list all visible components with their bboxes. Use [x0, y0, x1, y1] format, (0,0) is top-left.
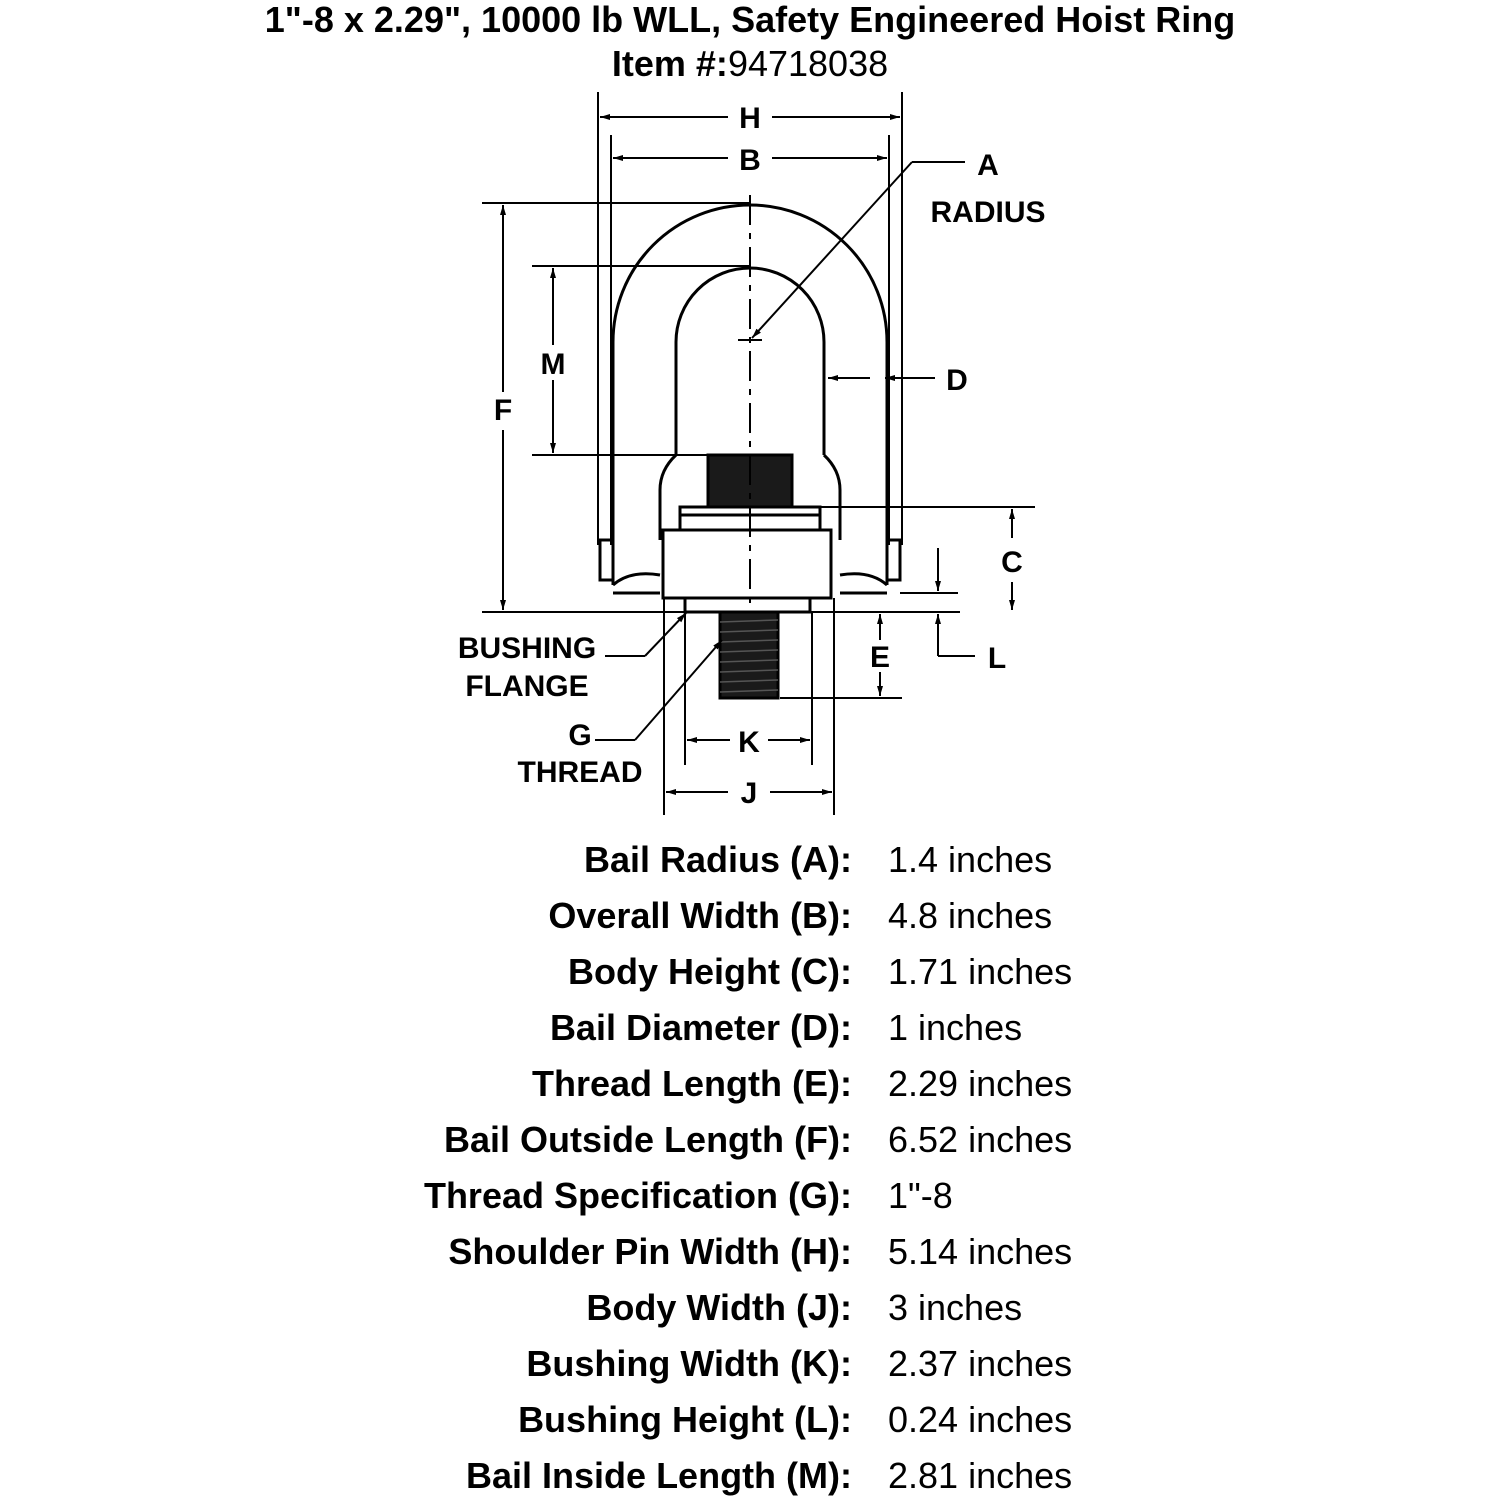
- label-e: E: [869, 641, 891, 674]
- label-thread: THREAD: [517, 756, 643, 789]
- spec-row-shoulder-pin-width: [0, 1224, 1500, 1280]
- spec-row-bushing-height: [0, 1392, 1500, 1448]
- item-label: Item #:: [611, 43, 728, 84]
- spec-value: 2.37 inches: [888, 1343, 1073, 1384]
- hoist-ring-drawing: [600, 205, 900, 698]
- spec-value: 1"-8: [888, 1175, 953, 1216]
- label-radius: RADIUS: [930, 196, 1046, 229]
- spec-value: 1.4 inches: [888, 839, 1053, 880]
- label-d: D: [946, 364, 968, 397]
- label-a: A: [977, 149, 999, 182]
- label-j: J: [740, 777, 758, 810]
- spec-row-body-height: [0, 944, 1500, 1000]
- spec-value: 2.29 inches: [888, 1063, 1073, 1104]
- spec-value: 4.8 inches: [888, 895, 1053, 936]
- spec-row-bail-diameter: [0, 1000, 1500, 1056]
- label-c: C: [1001, 546, 1023, 579]
- threaded-stud: [720, 612, 778, 698]
- label-h: H: [739, 102, 761, 135]
- spec-value: 1 inches: [888, 1007, 1023, 1048]
- label-b: B: [739, 144, 761, 177]
- spec-label: Overall Width (B):: [548, 895, 852, 936]
- spec-row-bail-outside-length: [0, 1112, 1500, 1168]
- spec-label: Shoulder Pin Width (H):: [448, 1231, 852, 1272]
- shoulder-pin-right: [887, 540, 900, 580]
- spec-value: 5.14 inches: [888, 1231, 1073, 1272]
- spec-row-thread-length: [0, 1056, 1500, 1112]
- item-number: 94718038: [727, 43, 889, 84]
- label-bushing: BUSHING: [457, 632, 597, 665]
- spec-row-body-width: [0, 1280, 1500, 1336]
- spec-row-bail-inside-length: [0, 1448, 1500, 1504]
- spec-row-bushing-width: [0, 1336, 1500, 1392]
- spec-label: Thread Specification (G):: [423, 1175, 852, 1216]
- label-flange: FLANGE: [465, 670, 589, 703]
- spec-row-thread-specification: [0, 1168, 1500, 1224]
- shoulder-pin-left: [600, 540, 613, 580]
- spec-value: 3 inches: [888, 1287, 1023, 1328]
- product-title: 1"-8 x 2.29", 10000 lb WLL, Safety Engineered Hoist Ring: [264, 0, 1236, 40]
- spec-row-bail-radius: [0, 832, 1500, 888]
- spec-label: Bail Radius (A):: [583, 839, 852, 880]
- spec-label: Bail Diameter (D):: [549, 1007, 852, 1048]
- spec-label: Bail Inside Length (M):: [466, 1455, 852, 1496]
- spec-value: 6.52 inches: [888, 1119, 1073, 1160]
- spec-value: 1.71 inches: [888, 951, 1073, 992]
- bushing-flange: [685, 598, 810, 612]
- spec-label: Bail Outside Length (F):: [444, 1119, 852, 1160]
- spec-label: Body Height (C):: [568, 951, 852, 992]
- spec-label: Thread Length (E):: [532, 1063, 852, 1104]
- label-k: K: [738, 726, 760, 759]
- spec-label: Bushing Height (L):: [518, 1399, 852, 1440]
- spec-label: Bushing Width (K):: [526, 1343, 852, 1384]
- spec-row-overall-width: [0, 888, 1500, 944]
- body: [663, 530, 831, 598]
- label-f: F: [493, 394, 513, 427]
- label-m: M: [540, 348, 566, 381]
- spec-label: Body Width (J):: [586, 1287, 852, 1328]
- spec-value: 2.81 inches: [888, 1455, 1073, 1496]
- label-l: L: [987, 642, 1007, 675]
- spec-value: 0.24 inches: [888, 1399, 1073, 1440]
- label-g: G: [568, 719, 592, 752]
